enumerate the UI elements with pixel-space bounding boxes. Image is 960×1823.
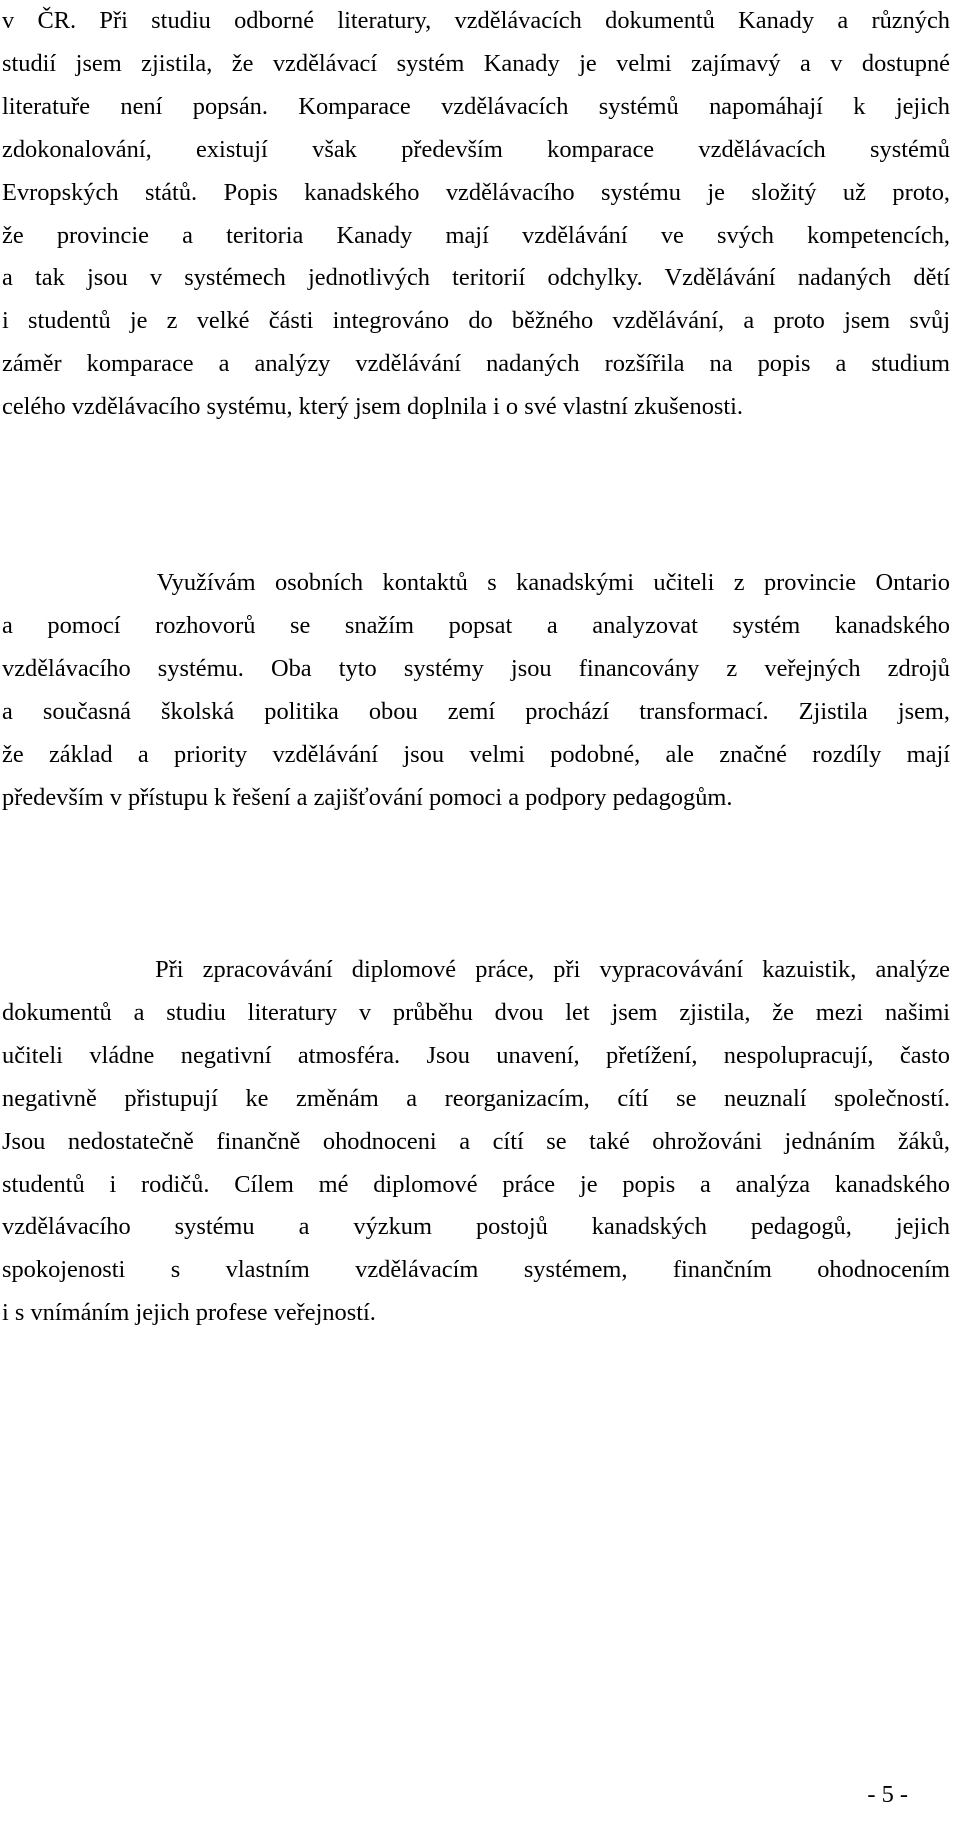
paragraph-line: celého vzdělávacího systému, který jsem doplnila i o své vlastní zkušenosti. (2, 393, 744, 421)
paragraph-1 (2, 0, 950, 429)
paragraph-line: literatuře není popsán. Komparace vzdělávacích systémů napomáhají k jejich (2, 92, 950, 120)
paragraph-3 (2, 949, 950, 1335)
paragraph-line: vzdělávacího systému a výzkum postojů kanadských pedagogů, jejich (2, 1213, 950, 1241)
paragraph-line: v ČR. Při studiu odborné literatury, vzdělávacích dokumentů Kanady a různých (2, 7, 950, 34)
paragraph-line: i s vnímáním jejich profese veřejností. (2, 1299, 376, 1327)
paragraph-line: Při zpracovávání diplomové práce, při vypracovávání kazuistik, analýze (2, 956, 950, 983)
paragraph-line: a pomocí rozhovorů se snažím popsat a analyzovat systém kanadského (2, 611, 950, 639)
paragraph-line: že provincie a teritoria Kanady mají vzdělávání ve svých kompetencích, (2, 221, 950, 249)
paragraph-line: zdokonalování, existují však především komparace vzdělávacích systémů (2, 135, 950, 163)
paragraph-line: učiteli vládne negativní atmosféra. Jsou unavení, přetížení, nespolupracují, často (2, 1041, 950, 1069)
paragraph-line: spokojenosti s vlastním vzdělávacím systémem, finančním ohodnocením (2, 1256, 950, 1284)
paragraph-line: že základ a priority vzdělávání jsou velmi podobné, ale značné rozdíly mají (2, 740, 950, 768)
paragraph-line: dokumentů a studiu literatury v průběhu dvou let jsem zjistila, že mezi našimi (2, 998, 950, 1026)
paragraph-line: studií jsem zjistila, že vzdělávací systém Kanady je velmi zajímavý a v dostupné (2, 49, 950, 77)
page-number: - 5 - (867, 1781, 908, 1808)
paragraph-line: vzdělávacího systému. Oba tyto systémy jsou financovány z veřejných zdrojů (2, 654, 950, 682)
paragraph-2 (2, 562, 950, 819)
paragraph-line: i studentů je z velké části integrováno do běžného vzdělávání, a proto jsem svůj (2, 307, 950, 335)
paragraph-line: Jsou nedostatečně finančně ohodnoceni a cítí se také ohrožováni jednáním žáků, (2, 1127, 950, 1155)
paragraph-line: a tak jsou v systémech jednotlivých teritorií odchylky. Vzdělávání nadaných dětí (2, 264, 950, 292)
page-number-container (0, 1780, 960, 1810)
paragraph-line: negativně přistupují ke změnám a reorganizacím, cítí se neuznalí společností. (2, 1084, 950, 1112)
paragraph-line: studentů i rodičů. Cílem mé diplomové práce je popis a analýza kanadského (2, 1170, 950, 1198)
paragraph-line: a současná školská politika obou zemí prochází transformací. Zjistila jsem, (2, 697, 950, 725)
paragraph-line: Využívám osobních kontaktů s kanadskými učiteli z provincie Ontario (2, 569, 950, 596)
paragraph-line: záměr komparace a analýzy vzdělávání nadaných rozšířila na popis a studium (2, 350, 950, 378)
paragraph-line: Evropských států. Popis kanadského vzdělávacího systému je složitý už proto, (2, 178, 950, 206)
paragraph-line: především v přístupu k řešení a zajišťování pomoci a podpory pedagogům. (2, 783, 733, 811)
